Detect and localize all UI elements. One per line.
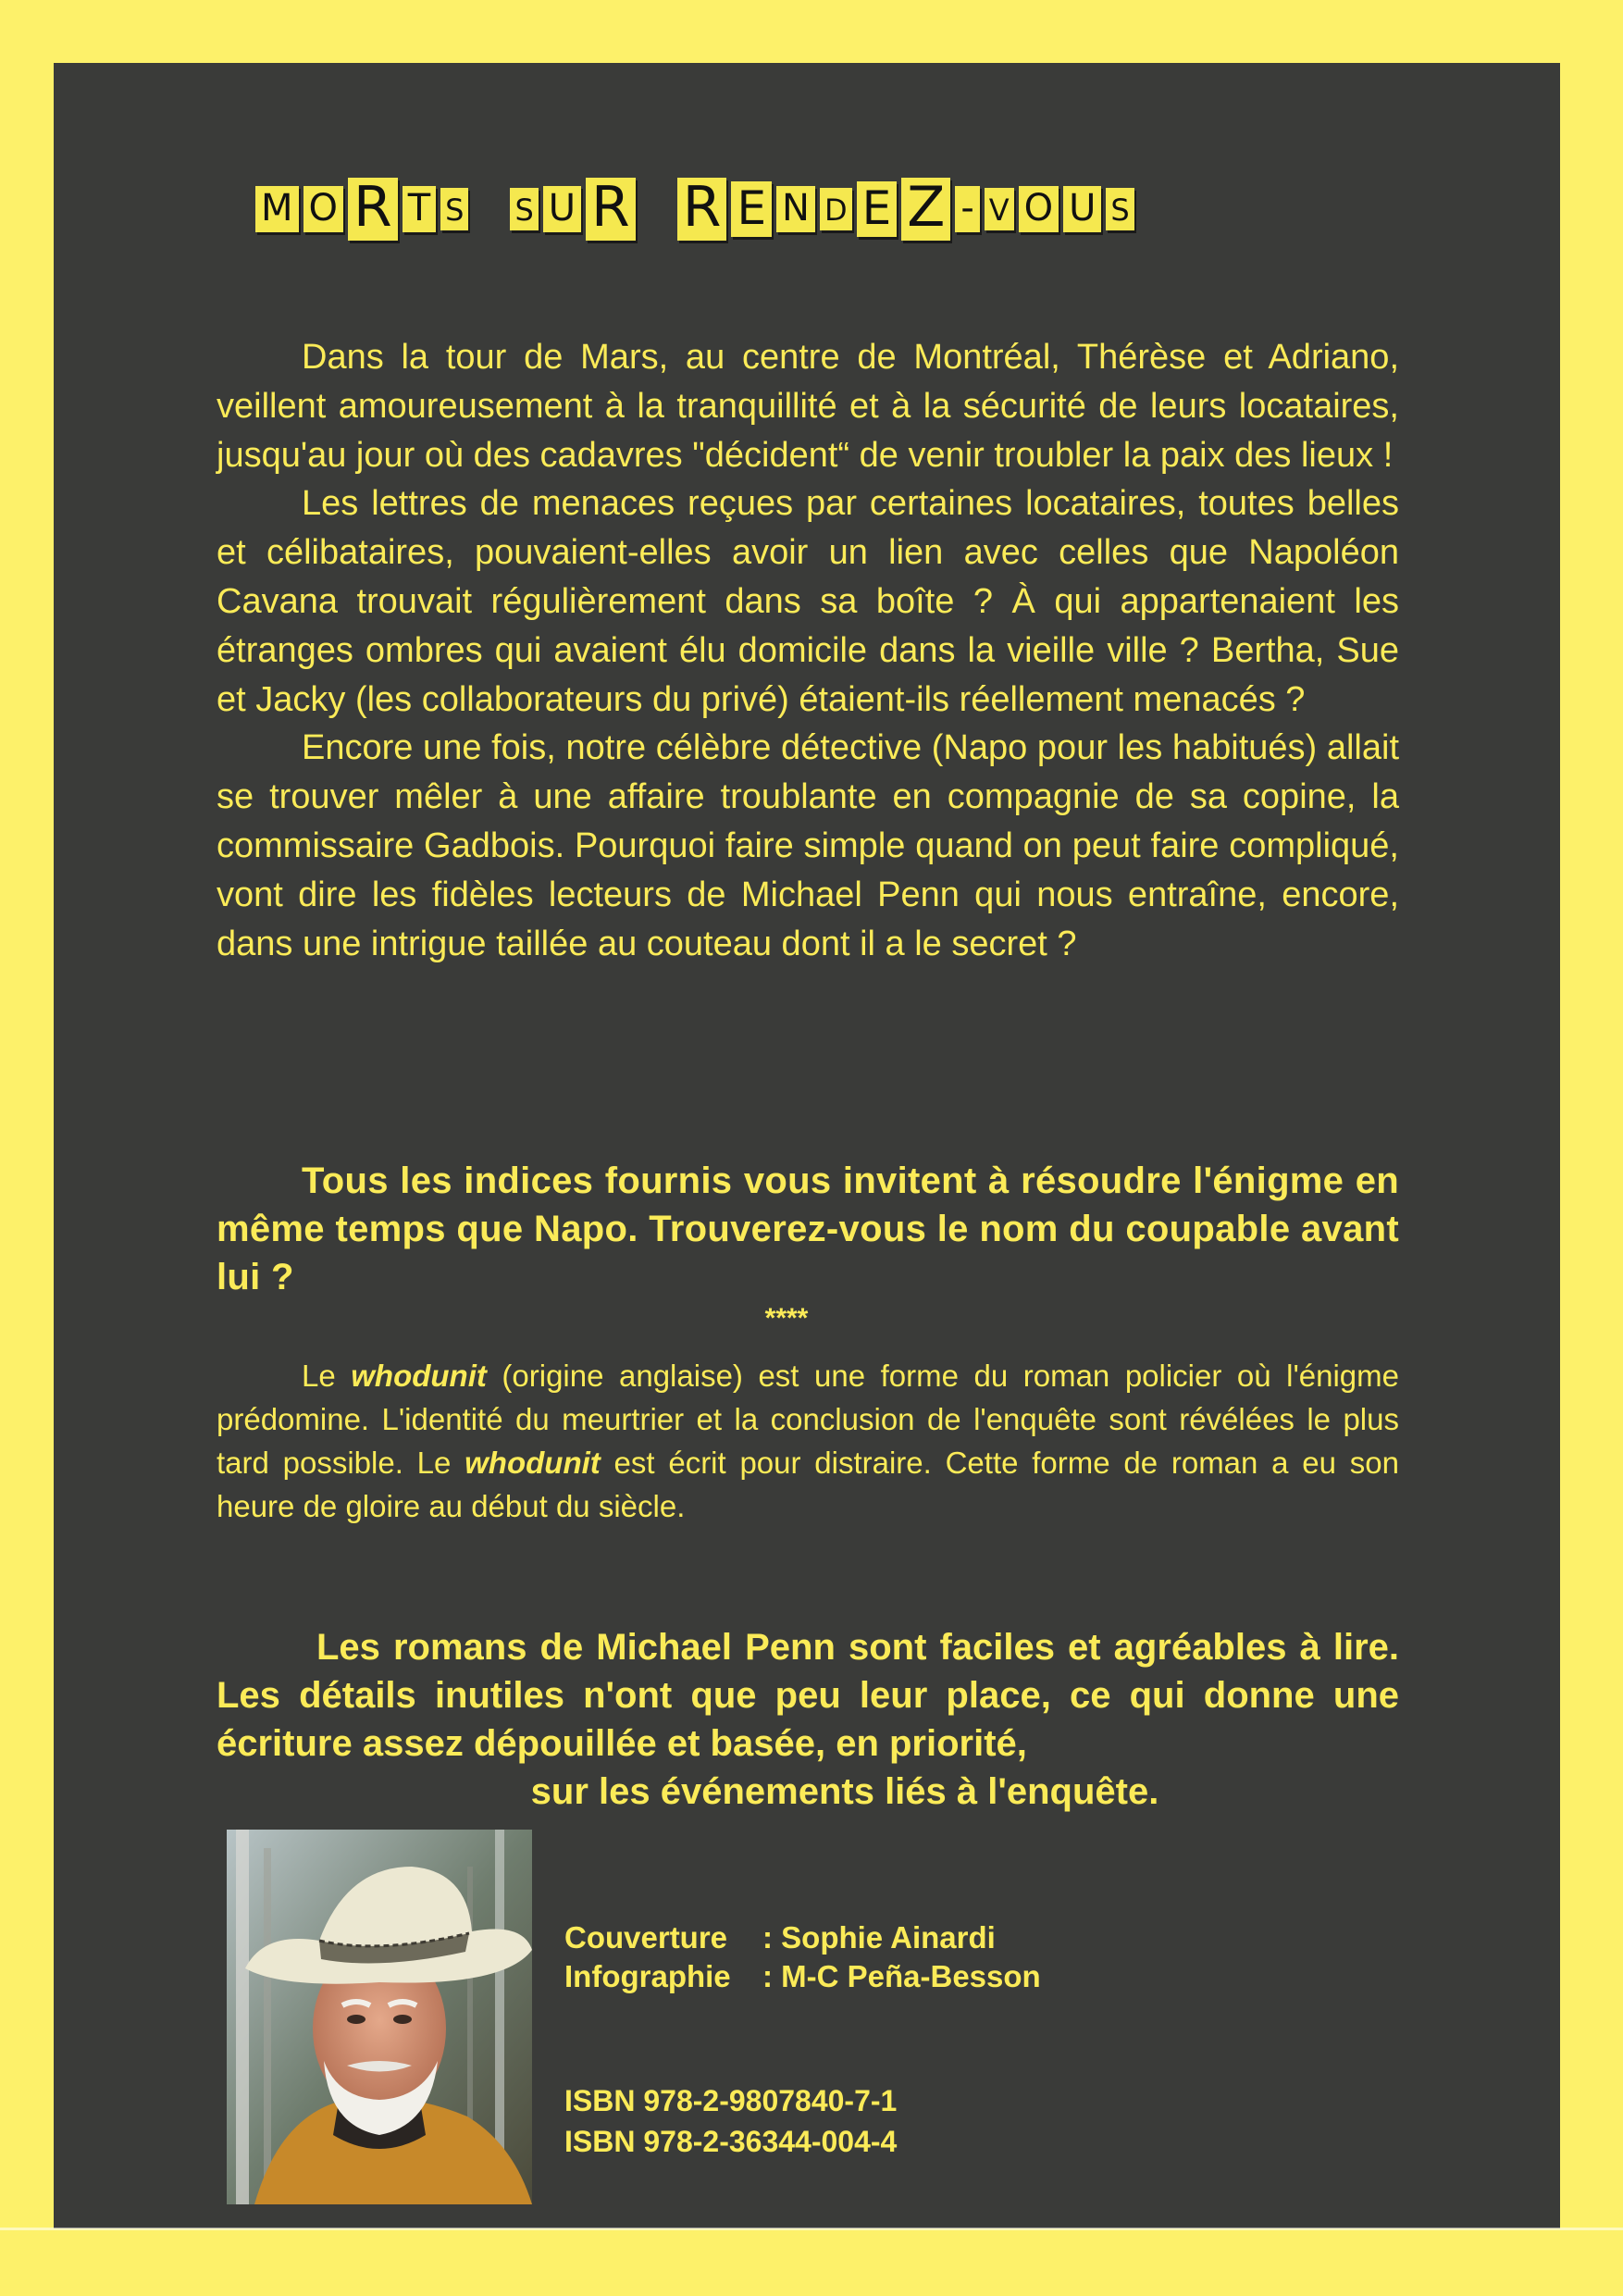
- title-letter: V: [985, 188, 1014, 230]
- whodunit-term: whodunit: [351, 1359, 487, 1393]
- about-last-line: sur les événements liés à l'enquête.: [530, 1771, 1159, 1812]
- challenge-text: Tous les indices fournis vous invitent à résoudre l'énigme en même temps que Napo. Trouverez-vous le nom du coupable avant lui ?: [217, 1160, 1399, 1297]
- summary: [217, 333, 1399, 968]
- whodunit-text-3: est écrit pour distraire. Cette forme de roman a eu son heure de gloire au début du siècle.: [217, 1446, 1399, 1523]
- separator: ****: [764, 1303, 809, 1334]
- title-letter: R: [677, 178, 727, 241]
- infographics-credit: [564, 1957, 1041, 1996]
- title-letter: E: [857, 181, 898, 237]
- whodunit-text-2: (origine anglaise) est une forme du roman policier où l'énigme prédomine. L'identité du meurtrier et la conclusion de l'enquête sont révélées le plus tard possible. Le: [217, 1359, 1400, 1480]
- title-letter: S: [440, 188, 468, 230]
- author-photo: [227, 1830, 532, 2204]
- cover-credit-label: Couverture: [564, 1920, 728, 1955]
- summary-paragraph-1: Dans la tour de Mars, au centre de Montréal, Thérèse et Adriano, veillent amoureusement à la tranquillité et à la sécurité de leurs locataires, jusqu'au jour où des cadavres "décident“ de venir troubler la paix des lieux !: [217, 338, 1399, 475]
- title-letter: S: [1106, 188, 1134, 230]
- cover-credit-value: : Sophie Ainardi: [762, 1920, 996, 1955]
- isbn-2: ISBN 978-2-36344-004-4: [564, 2125, 898, 2158]
- about-author-text: [217, 1623, 1399, 1816]
- about-text: Les romans de Michael Penn sont faciles et agréables à lire. Les détails inutiles n'ont que peu leur place, ce qui donne une écriture assez dépouillée et basée, en priorité,: [217, 1627, 1399, 1764]
- title-letter: U: [1063, 186, 1101, 232]
- bottom-rule: [0, 2228, 1623, 2230]
- book-title: [255, 175, 1139, 241]
- title-letter: U: [543, 186, 581, 232]
- whodunit-note: [217, 1354, 1399, 1528]
- title-letter: Z: [901, 178, 950, 241]
- isbn-block: [564, 2080, 897, 2162]
- title-letter: E: [731, 181, 772, 237]
- infographics-credit-label: Infographie: [564, 1959, 731, 1993]
- credits: [564, 1918, 1041, 1996]
- summary-paragraph-2: Les lettres de menaces reçues par certaines locataires, toutes belles et célibataires, pouvaient-elles avoir un lien avec celles que Napoléon Cavana trouvait régulièrement dans sa boîte ? À qui appartenaient les étranges ombres qui avaient élu domicile dans la vieille ville ? Bertha, Sue et Jacky (les collaborateurs du privé) étaient-ils réellement menacés ?: [217, 484, 1399, 719]
- title-letter: N: [776, 186, 815, 232]
- title-letter: O: [1019, 186, 1059, 232]
- whodunit-text-1: Le: [302, 1359, 352, 1393]
- title-letter: T: [403, 186, 436, 232]
- title-letter: R: [348, 178, 398, 241]
- title-letter: -: [955, 186, 979, 232]
- title-letter: O: [304, 186, 343, 232]
- infographics-credit-value: : M-C Peña-Besson: [762, 1959, 1041, 1993]
- title-letter: R: [586, 178, 636, 241]
- title-letter: D: [820, 188, 852, 230]
- whodunit-term-2: whodunit: [465, 1446, 601, 1480]
- title-letter: S: [510, 188, 538, 230]
- summary-paragraph-3: Encore une fois, notre célèbre détective (Napo pour les habitués) allait se trouver mêler à une affaire troublante en compagnie de sa copine, la commissaire Gadbois. Pourquoi faire simple quand on peut faire compliqué, vont dire les fidèles lecteurs de Michael Penn qui nous entraîne, encore, dans une intrigue taillée au couteau dont il a le secret ?: [217, 728, 1399, 963]
- cover-credit: [564, 1918, 1041, 1957]
- isbn-1: ISBN 978-2-9807840-7-1: [564, 2084, 898, 2117]
- title-letter: M: [255, 186, 299, 232]
